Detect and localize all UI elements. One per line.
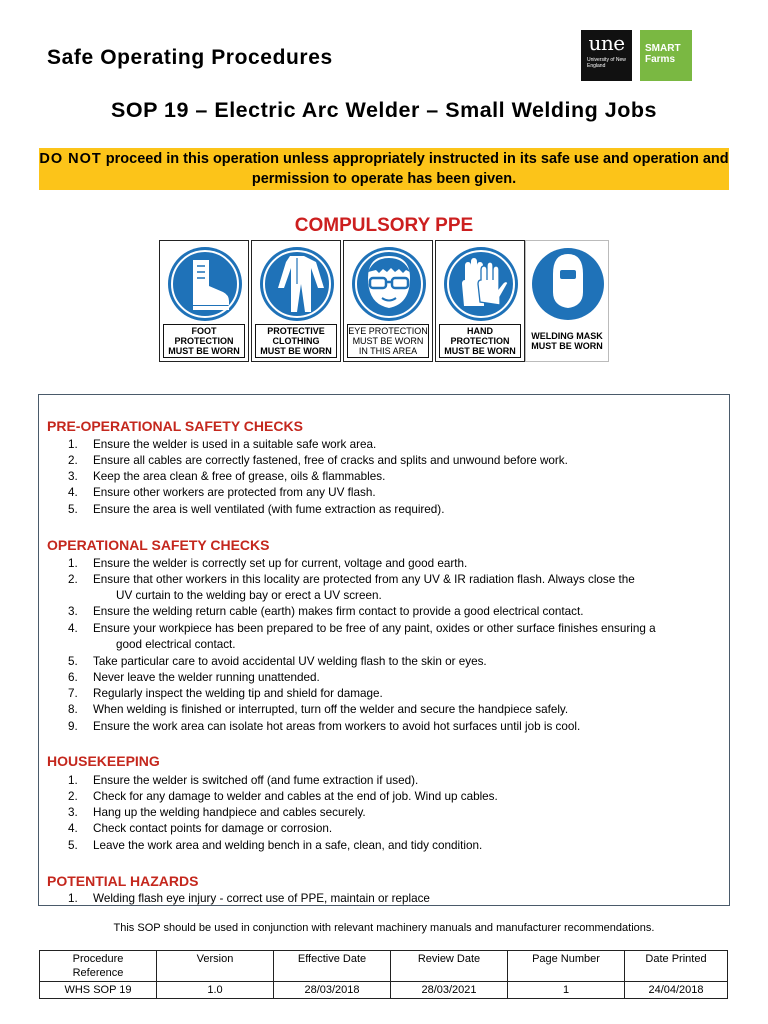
ppe-sign-hand [435, 240, 525, 362]
table-cell: 1 [508, 982, 625, 999]
table-cell: 24/04/2018 [625, 982, 728, 999]
list-item: 6. Never leave the welder running unattended. [68, 671, 320, 684]
table-cell: 28/03/2018 [274, 982, 391, 999]
ppe-caption-welding-mask: WELDING MASK MUST BE WORN [531, 331, 603, 351]
footer-note: This SOP should be used in conjunction with relevant machinery manuals and manufacturer recommendations. [113, 922, 655, 934]
table-header-cell: Review Date [391, 951, 508, 982]
smart-farms-line1: SMART [645, 43, 681, 54]
table-header-row [40, 951, 728, 982]
table-cell: WHS SOP 19 [40, 982, 157, 999]
ppe-caption-hand: HAND PROTECTION MUST BE WORN [439, 324, 521, 358]
ppe-sign-clothing [251, 240, 341, 362]
list-item: 1. Ensure the welder is switched off (and fume extraction if used). [68, 774, 419, 787]
list-item: 2. Ensure that other workers in this locality are protected from any UV & IR radiation flash. Always close the [68, 573, 635, 586]
table-row [40, 982, 728, 999]
protective-clothing-icon [252, 244, 342, 322]
list-item-continuation: UV curtain to the welding bay or erect a UV screen. [116, 589, 382, 602]
warning-text: proceed in this operation unless appropriately instructed in its safe use and operation and permission to operate has been given. [105, 151, 729, 187]
list-item: 7. Regularly inspect the welding tip and shield for damage. [68, 687, 383, 700]
une-logo [581, 30, 632, 81]
list-item: 2. Ensure all cables are correctly fastened, free of cracks and splits and unwound before work. [68, 454, 568, 467]
hand-protection-icon [436, 244, 526, 322]
list-item: 9. Ensure the work area can isolate hot areas from workers to avoid hot surfaces until job is cool. [68, 720, 581, 733]
list-item: 1. Ensure the welder is used in a suitable safe work area. [68, 438, 377, 451]
list-item: 5. Ensure the area is well ventilated (with fume extraction as required). [68, 503, 445, 516]
list-item: 3. Ensure the welding return cable (earth) makes firm contact to provide a good electrical contact. [68, 605, 584, 618]
list-item: 4. Check contact points for damage or corrosion. [68, 822, 333, 835]
list-item: 3. Keep the area clean & free of grease, oils & flammables. [68, 470, 386, 483]
table-header-cell: Procedure Reference [40, 951, 157, 982]
ppe-sign-welding-mask [525, 240, 609, 362]
list-item: 8. When welding is finished or interrupted, turn off the welder and secure the handpiece safely. [68, 703, 569, 716]
sop-title: SOP 19 – Electric Arc Welder – Small Welding Jobs [111, 98, 657, 122]
table-cell: 1.0 [157, 982, 274, 999]
ppe-sign-foot [159, 240, 249, 362]
potential-hazards-heading: POTENTIAL HAZARDS [47, 873, 199, 889]
foot-protection-icon [160, 244, 250, 322]
ppe-sign-eye [343, 240, 433, 362]
table-header-cell: Version [157, 951, 274, 982]
list-item: 5. Take particular care to avoid accidental UV welding flash to the skin or eyes. [68, 655, 487, 668]
list-item: 4. Ensure your workpiece has been prepared to be free of any paint, oxides or other surface finishes ensuring a [68, 622, 656, 635]
document-title: Safe Operating Procedures [47, 46, 333, 69]
table-header-cell: Date Printed [625, 951, 728, 982]
ppe-caption-clothing: PROTECTIVE CLOTHING MUST BE WORN [255, 324, 337, 358]
list-item: 1. Welding flash eye injury - correct use of PPE, maintain or replace [68, 892, 430, 905]
pre-operational-heading: PRE-OPERATIONAL SAFETY CHECKS [47, 418, 303, 434]
eye-protection-icon [344, 244, 434, 322]
list-item: 2. Check for any damage to welder and cables at the end of job. Wind up cables. [68, 790, 498, 803]
housekeeping-heading: HOUSEKEEPING [47, 753, 160, 769]
table-header-cell: Effective Date [274, 951, 391, 982]
warning-banner [39, 148, 729, 190]
list-item-continuation: good electrical contact. [116, 638, 236, 651]
list-item: 4. Ensure other workers are protected from any UV flash. [68, 486, 376, 499]
ppe-caption-foot: FOOT PROTECTION MUST BE WORN [163, 324, 245, 358]
list-item: 1. Ensure the welder is correctly set up for current, voltage and good earth. [68, 557, 468, 570]
table-header-cell: Page Number [508, 951, 625, 982]
smart-farms-line2: Farms [645, 54, 676, 65]
warning-strong: DO NOT [39, 151, 102, 167]
list-item: 5. Leave the work area and welding bench in a safe, clean, and tidy condition. [68, 839, 483, 852]
ppe-heading: COMPULSORY PPE [294, 215, 474, 236]
document-control-table [39, 950, 728, 999]
table-cell: 28/03/2021 [391, 982, 508, 999]
welding-mask-icon [526, 244, 610, 322]
une-logo-mark: une [588, 31, 625, 55]
operational-heading: OPERATIONAL SAFETY CHECKS [47, 537, 270, 553]
une-logo-text: University of New England [587, 57, 626, 69]
list-item: 3. Hang up the welding handpiece and cables securely. [68, 806, 366, 819]
ppe-caption-eye: EYE PROTECTION MUST BE WORN IN THIS AREA [348, 326, 428, 356]
smart-farms-logo [640, 30, 692, 81]
